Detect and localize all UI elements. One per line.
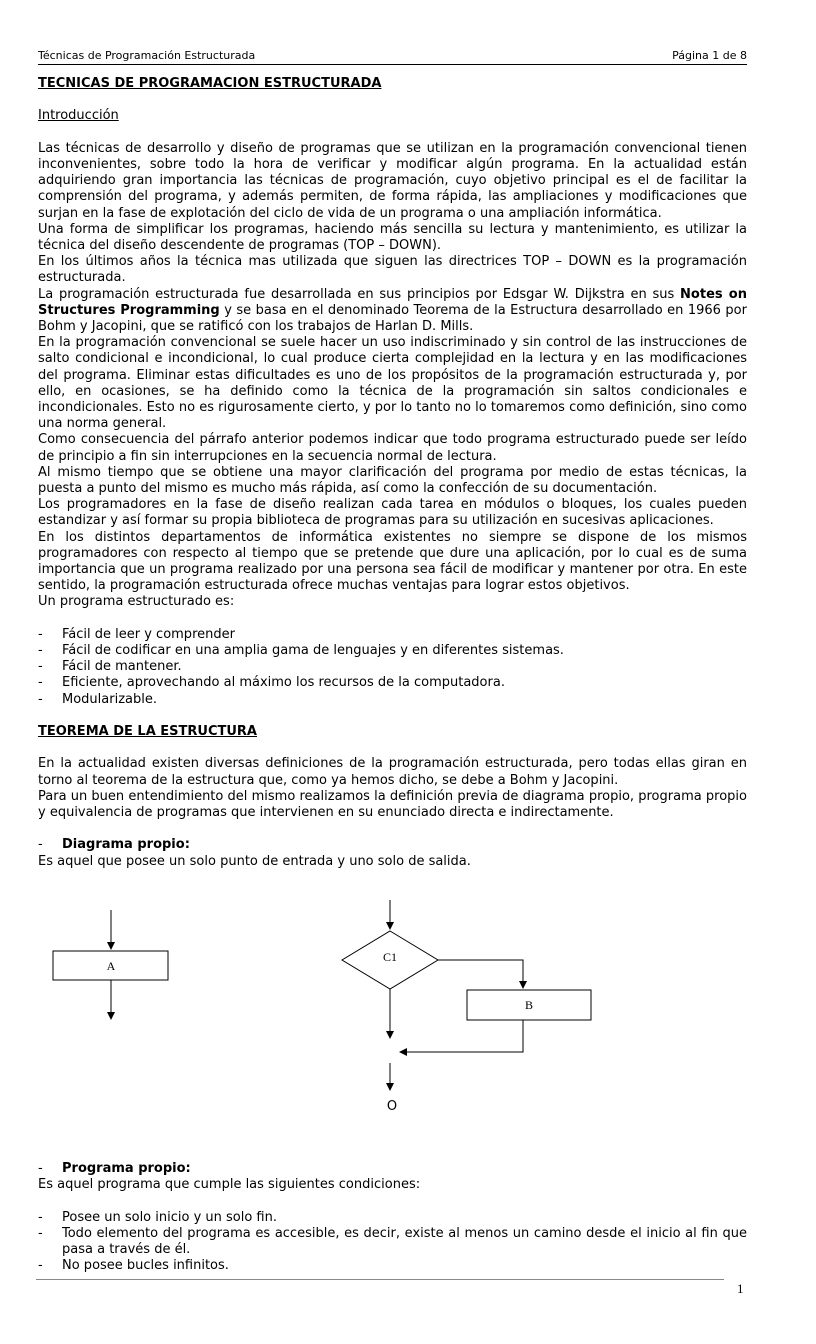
paragraph-text: y se basa en el denominado Teorema de la Estructura desarrollado en 1966 por Bohm y Jacopini, que se ratificó con los trabajos de Harlan D. Mills.: [38, 302, 747, 335]
paragraph: En la actualidad existen diversas definiciones de la programación estructurada, pero todas ellas giran en torno al teorema de la estructura que, como ya hemos dicho, se debe a Bohm y Jacopini.: [38, 756, 747, 788]
footer-divider: [36, 1279, 724, 1280]
output-label-o: O: [386, 1099, 398, 1114]
list-item: - Eficiente, aprovechando al máximo los recursos de la computadora.: [38, 675, 747, 691]
process-box-b-label: B: [524, 998, 534, 1012]
programa-propio-section: [38, 1161, 747, 1274]
definition-text: Es aquel que posee un solo punto de entrada y uno solo de salida.: [38, 853, 471, 869]
flowchart-diagram: [0, 885, 816, 1125]
definition-term: Programa propio:: [62, 1161, 191, 1176]
paragraph: Como consecuencia del párrafo anterior podemos indicar que todo programa estructurado puede ser leído de principio a fin sin interrupciones en la secuencia normal de lectura.: [38, 432, 747, 464]
decision-c1-label: C1: [382, 950, 398, 964]
paragraph-text: La programación estructurada fue desarrollada en sus principios por Edsgar W. Dijkstra en sus: [38, 286, 681, 302]
list-item: - Modularizable.: [38, 692, 747, 708]
header-document-title: Técnicas de Programación Estructurada: [38, 49, 256, 62]
definition-term: Diagrama propio:: [62, 837, 190, 853]
definition-text: Es aquel programa que cumple las siguientes condiciones:: [38, 1177, 421, 1193]
definition-heading-diagrama-propio: [38, 837, 747, 853]
paragraph: En los últimos años la técnica mas utilizada que siguen las directrices TOP – DOWN es la programación estructurada.: [38, 254, 747, 286]
document-title: TECNICAS DE PROGRAMACION ESTRUCTURADA: [38, 76, 382, 91]
paragraph: Un programa estructurado es:: [38, 594, 235, 610]
list-item: - No posee bucles infinitos.: [38, 1258, 747, 1274]
properties-list: [38, 627, 747, 708]
paragraph: Al mismo tiempo que se obtiene una mayor clarificación del programa por medio de estas técnicas, la puesta a punto del mismo es mucho más rápida, así como la confección de su documentación.: [38, 464, 747, 497]
page-number: 1: [737, 1281, 744, 1296]
list-item: - Posee un solo inicio y un solo fin.: [38, 1210, 747, 1226]
paragraph: Una forma de simplificar los programas, haciendo más sencilla su lectura y mantenimiento, es utilizar la técnica del diseño descendente de programas (TOP – DOWN).: [38, 221, 747, 253]
process-box-a-label: A: [106, 959, 116, 973]
section-heading-introduccion: Introducción: [38, 108, 119, 124]
conditions-list: [38, 1210, 747, 1275]
header-divider: [38, 64, 747, 65]
arrow-b-return: [400, 1020, 523, 1052]
paragraph: En los distintos departamentos de informática existentes no siempre se dispone de los mismos programadores con respecto al tiempo que se pretende que dure una aplicación, por lo cual es de suma importancia que un programa realizado por una persona sea fácil de modificar y mantener por otra. En este sentido, la programación estructurada ofrece muchas ventajas para lograr estos objetivos.: [38, 529, 747, 594]
paragraph: Los programadores en la fase de diseño realizan cada tarea en módulos o bloques, los cuales pueden estandizar y así formar su propia biblioteca de programas para su utilización en sucesivas aplicaciones.: [38, 497, 747, 529]
list-item: - Fácil de leer y comprender: [38, 627, 747, 643]
paragraph: [38, 287, 747, 336]
list-item: - Fácil de mantener.: [38, 659, 747, 675]
paragraph: Para un buen entendimiento del mismo realizamos la definición previa de diagrama propio, programa propio y equivalencia de programas que intervienen en su enunciado directa e indirectamente.: [38, 788, 747, 821]
document-body: [38, 76, 747, 870]
header-page-indicator: Página 1 de 8: [672, 49, 747, 62]
paragraph: En la programación convencional se suele hacer un uso indiscriminado y sin control de las instrucciones de salto condicional e incondicional, lo cual produce cierta complejidad en la lectura y en las modificaciones del programa. Eliminar estas dificultades es uno de los propósitos de la programación estructurada y, por ello, en ocasiones, se ha definido como la técnica de la programación sin saltos condicionales e incondicionales. Esto no es rigurosamente cierto, y por lo tanto no lo tomaremos como definición, sino como una norma general.: [38, 335, 747, 432]
list-item: - Todo elemento del programa es accesible, es decir, existe al menos un camino desde el inicio al fin que pasa a través de él.: [38, 1226, 747, 1258]
list-item: - Fácil de codificar en una amplia gama de lenguajes y en diferentes sistemas.: [38, 643, 747, 659]
paragraph: Las técnicas de desarrollo y diseño de programas que se utilizan en la programación convencional tienen inconvenientes, sobre todo la hora de verificar y modificar algún programa. En la actualidad están adquiriendo gran importancia las técnicas de programación, cuyo objetivo principal es el de facilitar la comprensión del programa, y además permiten, de forma rápida, las ampliaciones y modificaciones que surjan en la fase de explotación del ciclo de vida de un programa o una ampliación informática.: [38, 140, 747, 221]
paragraph-bold-text: Notes on Structures Programming: [38, 286, 747, 318]
arrow-c1-to-b: [438, 960, 523, 988]
section-heading-teorema: TEOREMA DE LA ESTRUCTURA: [38, 724, 257, 740]
definition-heading-programa-propio: [38, 1161, 747, 1177]
